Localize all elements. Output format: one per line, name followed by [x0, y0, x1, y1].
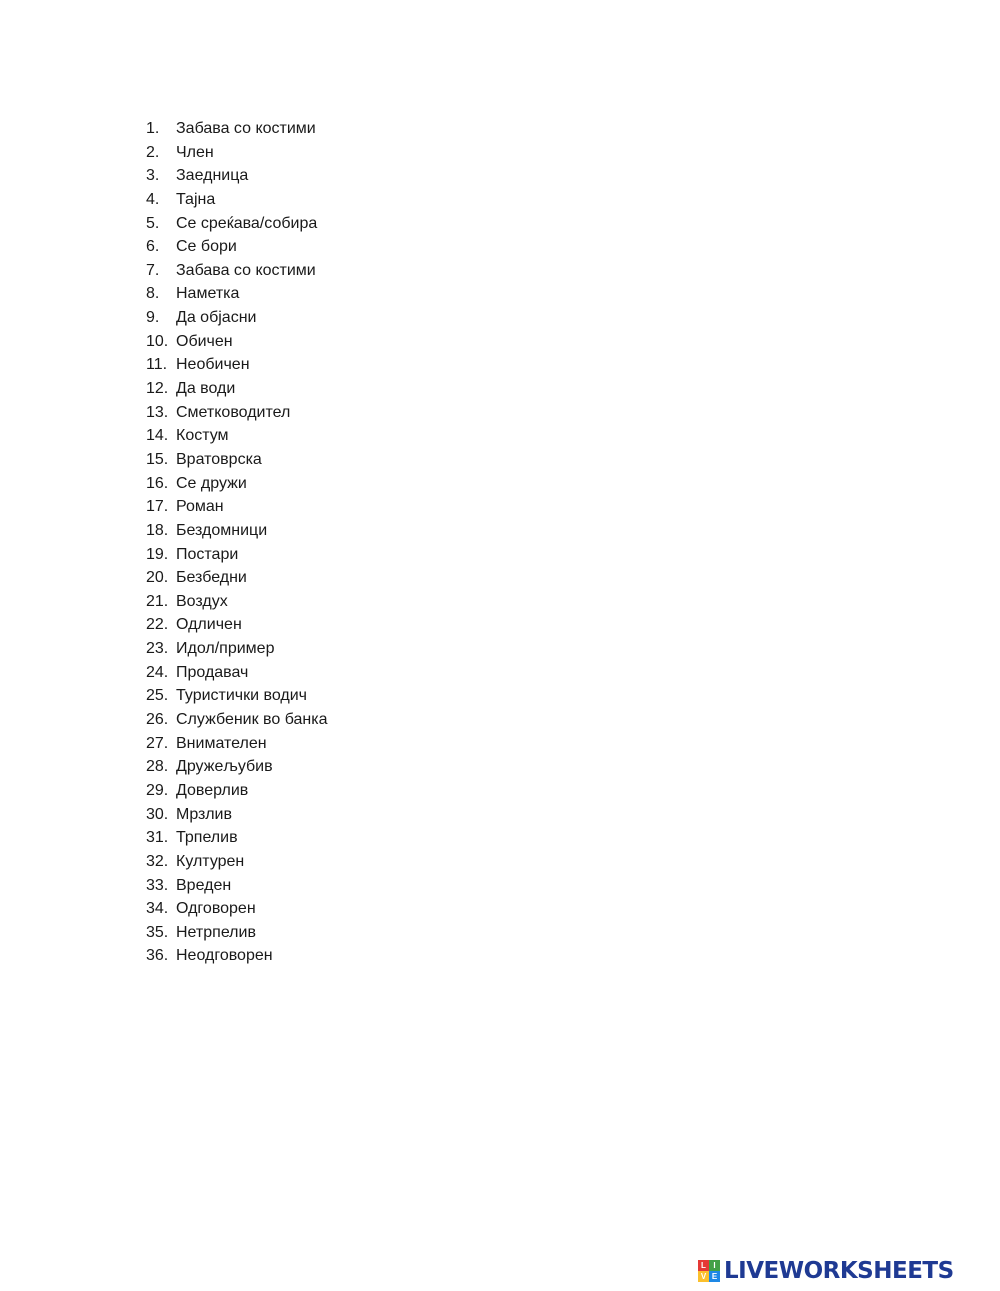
item-number: 19.	[146, 545, 169, 563]
item-number: 8.	[146, 285, 160, 303]
list-item	[146, 424, 328, 448]
item-number: 3.	[146, 167, 160, 185]
item-term: Внимателен	[176, 734, 267, 752]
list-item	[146, 637, 328, 661]
item-term: Туристички водич	[176, 687, 307, 705]
item-term: Се бори	[176, 238, 237, 256]
item-number: 25.	[146, 687, 169, 705]
item-term: Обичен	[176, 332, 233, 350]
item-number: 16.	[146, 474, 169, 492]
item-term: Неодговорен	[176, 947, 273, 965]
item-number: 9.	[146, 309, 160, 327]
item-number: 14.	[146, 427, 169, 445]
item-number: 20.	[146, 569, 169, 587]
logo-mark-square: I	[709, 1260, 720, 1271]
list-item	[146, 235, 328, 259]
item-number: 4.	[146, 190, 160, 208]
item-term: Се среќава/собира	[176, 214, 318, 232]
liveworksheets-logo[interactable]	[698, 1258, 954, 1284]
item-number: 33.	[146, 876, 169, 894]
item-number: 35.	[146, 923, 169, 941]
item-number: 22.	[146, 616, 169, 634]
list-item	[146, 448, 328, 472]
vocabulary-list	[146, 117, 328, 968]
item-term: Нетрпелив	[176, 923, 256, 941]
item-term: Да објасни	[176, 309, 257, 327]
list-item	[146, 755, 328, 779]
item-number: 27.	[146, 734, 169, 752]
list-item	[146, 164, 328, 188]
item-number: 2.	[146, 143, 160, 161]
logo-mark-square: L	[698, 1260, 709, 1271]
item-number: 1.	[146, 120, 160, 137]
list-item	[146, 377, 328, 401]
item-term: Член	[176, 143, 214, 161]
list-item	[146, 259, 328, 283]
item-number: 12.	[146, 380, 169, 398]
list-item	[146, 803, 328, 827]
item-number: 15.	[146, 450, 169, 468]
item-term: Мрзлив	[176, 805, 232, 823]
logo-mark-square: V	[698, 1271, 709, 1282]
item-number: 23.	[146, 640, 169, 658]
item-term: Забава со костими	[176, 120, 316, 137]
item-term: Одличен	[176, 616, 242, 634]
item-term: Се дружи	[176, 474, 247, 492]
item-number: 13.	[146, 403, 169, 421]
item-term: Сметководител	[176, 403, 291, 421]
list-item	[146, 117, 328, 141]
item-term: Безбедни	[176, 569, 247, 587]
item-term: Тајна	[176, 190, 216, 208]
item-term: Забава со костими	[176, 261, 316, 279]
item-number: 34.	[146, 900, 169, 918]
item-term: Вреден	[176, 876, 232, 894]
list-item	[146, 472, 328, 496]
item-term: Роман	[176, 498, 224, 516]
item-number: 36.	[146, 947, 169, 965]
item-term: Бездомници	[176, 521, 268, 539]
item-number: 26.	[146, 711, 169, 729]
list-item	[146, 401, 328, 425]
item-term: Службеник во банка	[176, 711, 328, 729]
item-number: 29.	[146, 781, 169, 799]
item-number: 32.	[146, 852, 169, 870]
list-item	[146, 306, 328, 330]
item-number: 21.	[146, 592, 169, 610]
item-term: Доверлив	[176, 781, 249, 799]
list-item	[146, 850, 328, 874]
item-term: Заедница	[176, 167, 249, 185]
logo-mark-square: E	[709, 1271, 720, 1282]
list-item	[146, 732, 328, 756]
list-item	[146, 212, 328, 236]
item-term: Необичен	[176, 356, 250, 374]
list-item	[146, 188, 328, 212]
item-number: 6.	[146, 238, 160, 256]
item-number: 28.	[146, 758, 169, 776]
item-number: 11.	[146, 356, 168, 374]
list-item	[146, 519, 328, 543]
item-number: 18.	[146, 521, 169, 539]
list-item	[146, 590, 328, 614]
list-item	[146, 826, 328, 850]
list-item	[146, 330, 328, 354]
item-number: 10.	[146, 332, 169, 350]
item-term: Трпелив	[176, 829, 238, 847]
list-item	[146, 353, 328, 377]
item-term: Да води	[176, 380, 236, 398]
list-item	[146, 684, 328, 708]
list-item	[146, 543, 328, 567]
list-item	[146, 874, 328, 898]
list-item	[146, 141, 328, 165]
item-number: 31.	[146, 829, 169, 847]
item-number: 24.	[146, 663, 169, 681]
item-term: Вратоврска	[176, 450, 262, 468]
list-item	[146, 944, 328, 968]
item-number: 17.	[146, 498, 169, 516]
list-item	[146, 613, 328, 637]
item-term: Продавач	[176, 663, 249, 681]
list-item	[146, 897, 328, 921]
logo-text: LIVEWORKSHEETS	[724, 1258, 954, 1284]
item-term: Воздух	[176, 592, 228, 610]
list-item	[146, 921, 328, 945]
list-item	[146, 708, 328, 732]
item-term: Културен	[176, 852, 245, 870]
item-term: Постари	[176, 545, 239, 563]
item-term: Дружељубив	[176, 758, 273, 776]
item-term: Костум	[176, 427, 229, 445]
item-number: 7.	[146, 261, 160, 279]
list-item	[146, 566, 328, 590]
item-term: Идол/пример	[176, 640, 275, 658]
item-term: Одговорен	[176, 900, 256, 918]
list-item	[146, 779, 328, 803]
list-item	[146, 661, 328, 685]
list-item	[146, 495, 328, 519]
item-term: Наметка	[176, 285, 240, 303]
logo-mark-icon	[698, 1260, 720, 1282]
item-number: 30.	[146, 805, 169, 823]
list-item	[146, 282, 328, 306]
item-number: 5.	[146, 214, 160, 232]
